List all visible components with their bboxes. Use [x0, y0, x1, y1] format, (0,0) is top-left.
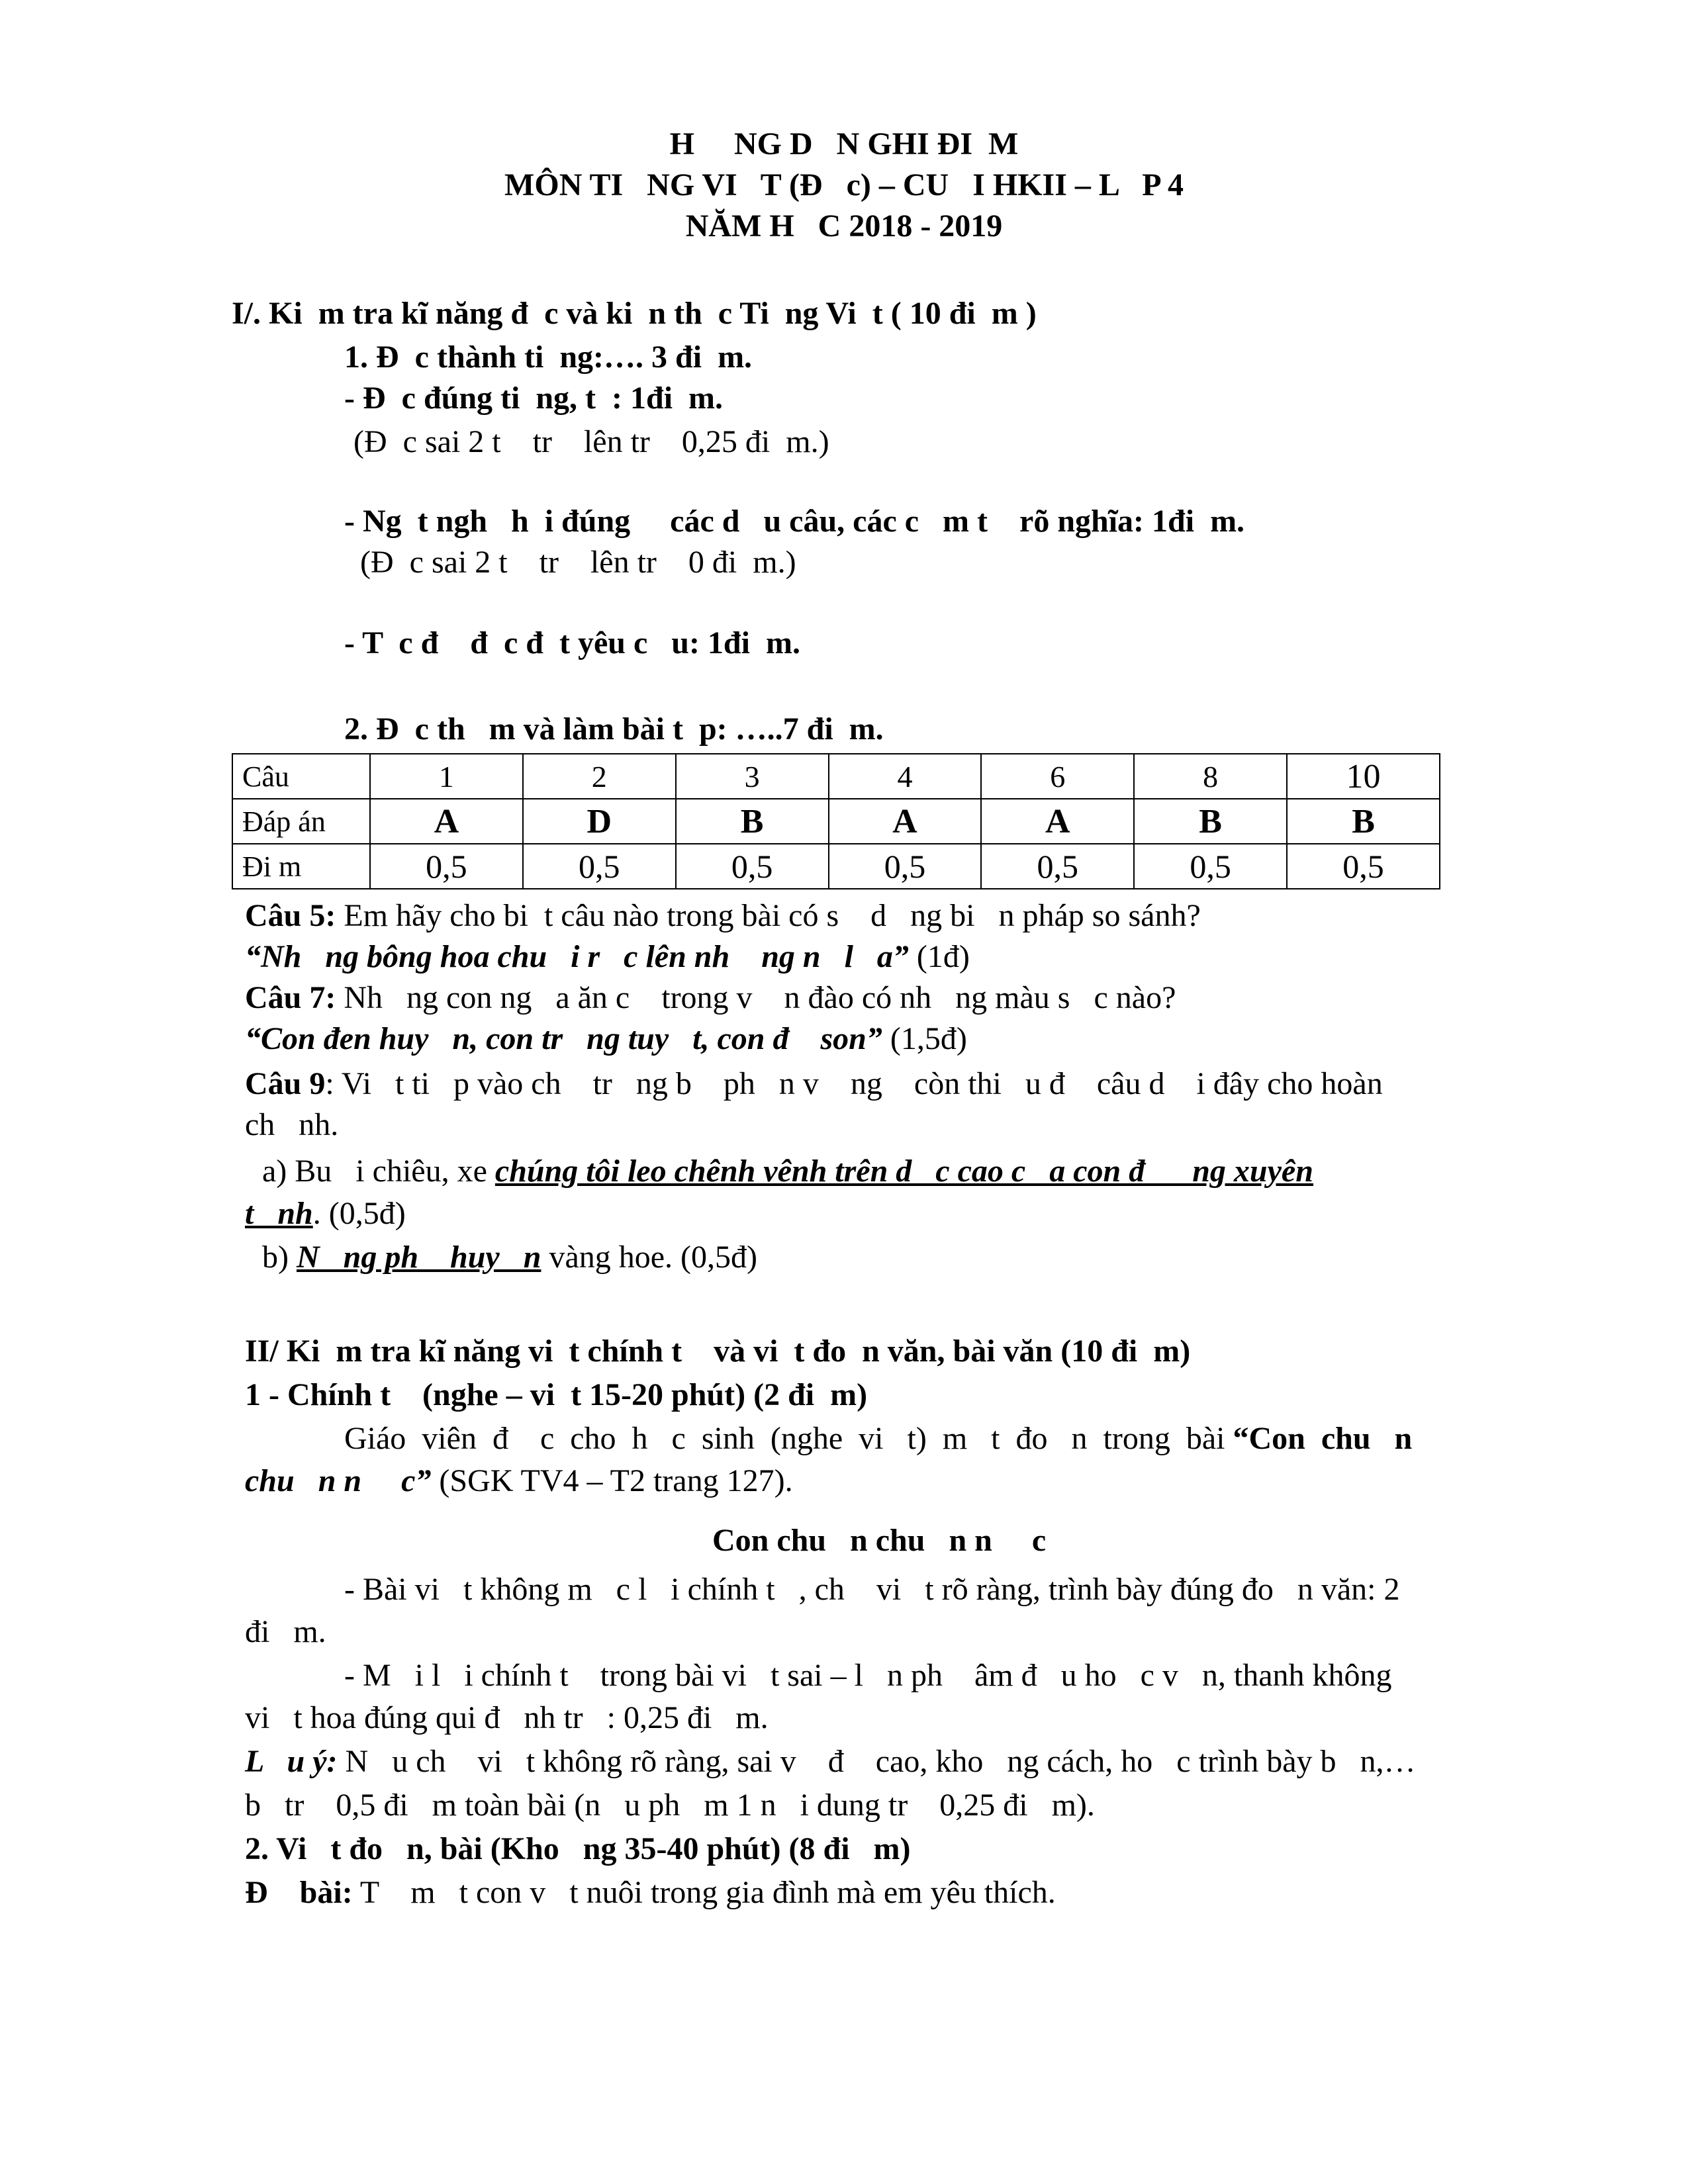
note-label: L u ý: [245, 1744, 338, 1779]
criterion-2-2-cont: vi t hoa đúng qui đ nh tr : 0,25 đi m. [245, 1700, 769, 1735]
question-9b-answer: N ng ph huy n [296, 1240, 541, 1275]
question-9a-points: . (0,5đ) [312, 1196, 406, 1231]
section-2-part-2-title: 2. Vi t đo n, bài (Kho ng 35-40 phút) (8 đi m) [245, 1831, 911, 1866]
note [245, 1743, 1416, 1780]
table-row-points [232, 844, 1440, 889]
question-5-text: Em hãy cho bi t câu nào trong bài có s d ng bi n pháp so sánh? [336, 898, 1201, 933]
table-row-questions [232, 754, 1440, 799]
table-cell: 1 [370, 754, 523, 799]
dictation-instruction-cont [245, 1463, 793, 1500]
table-cell: 0,5 [829, 844, 982, 889]
part-1-title: 1. Đ c thành ti ng:…. 3 đi m. [344, 340, 753, 375]
table-row-label: Đáp án [232, 799, 370, 844]
question-9a-prefix: a) Bu i chiêu, xe [262, 1154, 495, 1189]
criterion-1b: - Ng t ngh h i đúng các d u câu, các c m t rõ nghĩa: 1đi m. [344, 504, 1245, 539]
table-cell: B [676, 799, 829, 844]
essay-topic [245, 1874, 1056, 1911]
question-5-points: (1đ) [908, 939, 970, 974]
question-9-label: Câu 9 [245, 1066, 326, 1101]
table-cell: 0,5 [1287, 844, 1440, 889]
section-1-title: I/. Ki m tra kĩ năng đ c và ki n th c Ti ng Vi t ( 10 đi m ) [232, 296, 1037, 331]
table-cell: A [981, 799, 1134, 844]
table-cell: 0,5 [981, 844, 1134, 889]
table-cell: 0,5 [676, 844, 829, 889]
dictation-title-quote-cont: chu n n c” [245, 1463, 432, 1498]
question-9-text: : Vi t ti p vào ch tr ng b ph n v ng còn thi u đ câu d i đây cho hoàn [325, 1066, 1383, 1101]
table-row-label: Câu [232, 754, 370, 799]
note-cont: b tr 0,5 đi m toàn bài (n u ph m 1 n i dung tr 0,25 đi m). [245, 1788, 1095, 1823]
question-7-answer-line [245, 1021, 967, 1058]
question-7 [245, 979, 1176, 1017]
criterion-2-1-cont: đi m. [245, 1614, 326, 1649]
table-cell: A [829, 799, 982, 844]
dictation-title-quote: “Con chu n [1225, 1421, 1413, 1456]
criterion-1a-note: (Đ c sai 2 t tr lên tr 0,25 đi m.) [353, 424, 829, 459]
table-cell: D [523, 799, 676, 844]
answer-table [232, 753, 1440, 889]
table-cell: 4 [829, 754, 982, 799]
question-9a-answer-cont: t nh [245, 1196, 313, 1231]
table-cell: 3 [676, 754, 829, 799]
question-9a-answer: chúng tôi leo chênh vênh trên d c cao c a con đ ng xuyên [494, 1154, 1313, 1189]
criterion-2-2: - M i l i chính t trong bài vi t sai – l n ph âm đ u ho c v n, thanh không [344, 1658, 1392, 1693]
table-cell: 0,5 [370, 844, 523, 889]
table-cell: 6 [981, 754, 1134, 799]
question-7-points: (1,5đ) [882, 1021, 967, 1056]
criterion-1b-note: (Đ c sai 2 t tr lên tr 0 đi m.) [360, 545, 796, 580]
essay-topic-label: Đ bài: [245, 1875, 353, 1910]
table-cell: B [1134, 799, 1287, 844]
table-cell: A [370, 799, 523, 844]
essay-topic-text: T m t con v t nuôi trong gia đình mà em yêu thích. [352, 1875, 1056, 1910]
doc-subject: MÔN TI NG VI T (Đ c) – CU I HKII – L P 4 [504, 167, 1184, 203]
question-5-answer: “Nh ng bông hoa chu i r c lên nh ng n l a” [245, 939, 909, 974]
question-5 [245, 897, 1201, 934]
dictation-instruction [344, 1420, 1412, 1457]
question-7-answer: “Con đen huy n, con tr ng tuy t, con đ son” [245, 1021, 882, 1056]
dictation-source: (SGK TV4 – T2 trang 127). [431, 1463, 793, 1498]
part-2-title: 2. Đ c th m và làm bài t p: …..7 đi m. [344, 711, 884, 747]
criterion-1a: - Đ c đúng ti ng, t : 1đi m. [344, 381, 724, 416]
table-cell: 2 [523, 754, 676, 799]
table-cell: 0,5 [1134, 844, 1287, 889]
question-7-text: Nh ng con ng a ăn c trong v n đào có nh ng màu s c nào? [336, 980, 1176, 1015]
question-9a-cont [245, 1195, 406, 1232]
section-2-title: II/ Ki m tra kĩ năng vi t chính t và vi t đo n văn, bài văn (10 đi m) [245, 1334, 1191, 1369]
table-cell: 8 [1134, 754, 1287, 799]
question-5-answer-line [245, 938, 970, 976]
question-9b-points: vàng hoe. (0,5đ) [541, 1240, 758, 1275]
question-9 [245, 1066, 1383, 1103]
doc-school-year: NĂM H C 2018 - 2019 [685, 208, 1003, 244]
question-9b-prefix: b) [262, 1240, 297, 1275]
note-text: N u ch vi t không rõ ràng, sai v đ cao, kho ng cách, ho c trình bày b n,… [337, 1744, 1416, 1779]
table-row-answers [232, 799, 1440, 844]
question-7-label: Câu 7: [245, 980, 336, 1015]
question-9b [262, 1239, 757, 1276]
section-2-part-1-title: 1 - Chính t (nghe – vi t 15-20 phút) (2 đi m) [245, 1377, 868, 1412]
table-cell: 0,5 [523, 844, 676, 889]
table-cell: B [1287, 799, 1440, 844]
dictation-subtitle: Con chu n chu n n c [712, 1523, 1047, 1558]
table-row-label: Đi m [232, 844, 370, 889]
dictation-instruction-text: Giáo viên đ c cho h c sinh (nghe vi t) m t đo n trong bài [344, 1421, 1225, 1456]
doc-title: H NG D N GHI ĐI M [669, 126, 1019, 161]
question-9-text-cont: ch nh. [245, 1107, 339, 1142]
question-5-label: Câu 5: [245, 898, 336, 933]
table-cell: 10 [1287, 754, 1440, 799]
criterion-1c: - T c đ đ c đ t yêu c u: 1đi m. [344, 625, 800, 660]
criterion-2-1: - Bài vi t không m c l i chính t , ch vi t rõ ràng, trình bày đúng đo n văn: 2 [344, 1572, 1400, 1607]
question-9a [262, 1153, 1313, 1190]
